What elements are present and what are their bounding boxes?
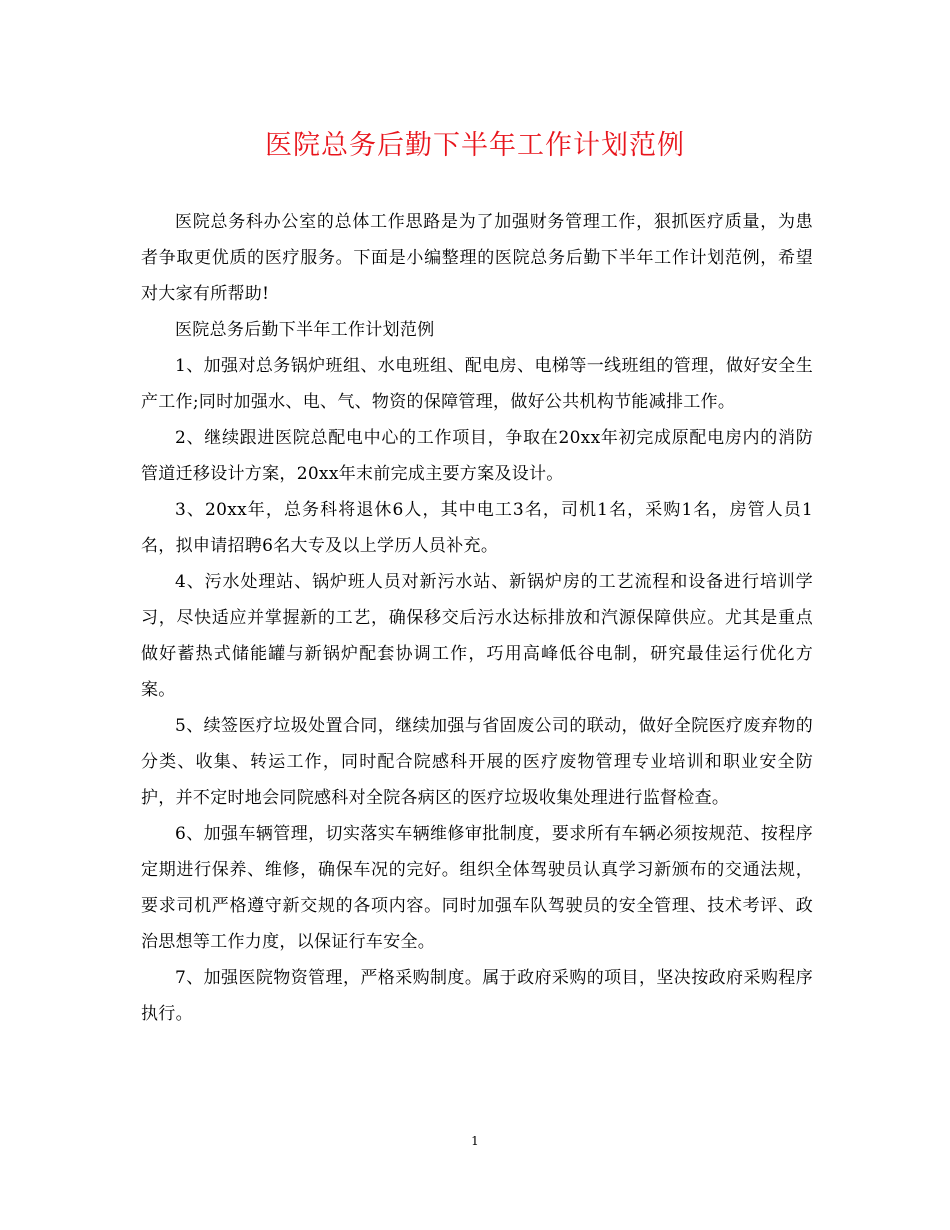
paragraph-item-3: 3、20xx年，总务科将退休6人，其中电工3名，司机1名，采购1名，房管人员1名，拟申请招聘6名大专及以上学历人员补充。	[141, 500, 813, 556]
page-number: 1	[471, 1134, 479, 1148]
paragraph-item-4: 4、污水处理站、锅炉班人员对新污水站、新锅炉房的工艺流程和设备进行培训学习，尽快适应并掌握新的工艺，确保移交后污水达标排放和汽源保障供应。尤其是重点做好蓄热式储能罐与新锅炉配套协调工作，巧用高峰低谷电制，研究最佳运行优化方案。	[141, 572, 813, 700]
paragraph-subheading: 医院总务后勤下半年工作计划范例	[175, 320, 435, 340]
paragraph-item-5: 5、续签医疗垃圾处置合同，继续加强与省固废公司的联动，做好全院医疗废弃物的分类、收集、转运工作，同时配合院感科开展的医疗废物管理专业培训和职业安全防护，并不定时地会同院感科对全院各病区的医疗垃圾收集处理进行监督检查。	[141, 716, 813, 808]
paragraph-item-2: 2、继续跟进医院总配电中心的工作项目，争取在20xx年初完成原配电房内的消防管道迁移设计方案，20xx年末前完成主要方案及设计。	[141, 428, 813, 484]
paragraph-item-1: 1、加强对总务锅炉班组、水电班组、配电房、电梯等一线班组的管理，做好安全生产工作;同时加强水、电、气、物资的保障管理，做好公共机构节能减排工作。	[141, 356, 813, 412]
paragraph-intro: 医院总务科办公室的总体工作思路是为了加强财务管理工作，狠抓医疗质量，为患者争取更优质的医疗服务。下面是小编整理的医院总务后勤下半年工作计划范例，希望对大家有所帮助!	[141, 212, 813, 304]
paragraph-item-7: 7、加强医院物资管理，严格采购制度。属于政府采购的项目，坚决按政府采购程序执行。	[141, 968, 813, 1024]
paragraph-item-6: 6、加强车辆管理，切实落实车辆维修审批制度，要求所有车辆必须按规范、按程序定期进行保养、维修，确保车况的完好。组织全体驾驶员认真学习新颁布的交通法规，要求司机严格遵守新交规的各项内容。同时加强车队驾驶员的安全管理、技术考评、政治思想等工作力度，以保证行车安全。	[141, 824, 813, 952]
document-body	[141, 204, 813, 1032]
document-title: 医院总务后勤下半年工作计划范例	[265, 130, 685, 161]
